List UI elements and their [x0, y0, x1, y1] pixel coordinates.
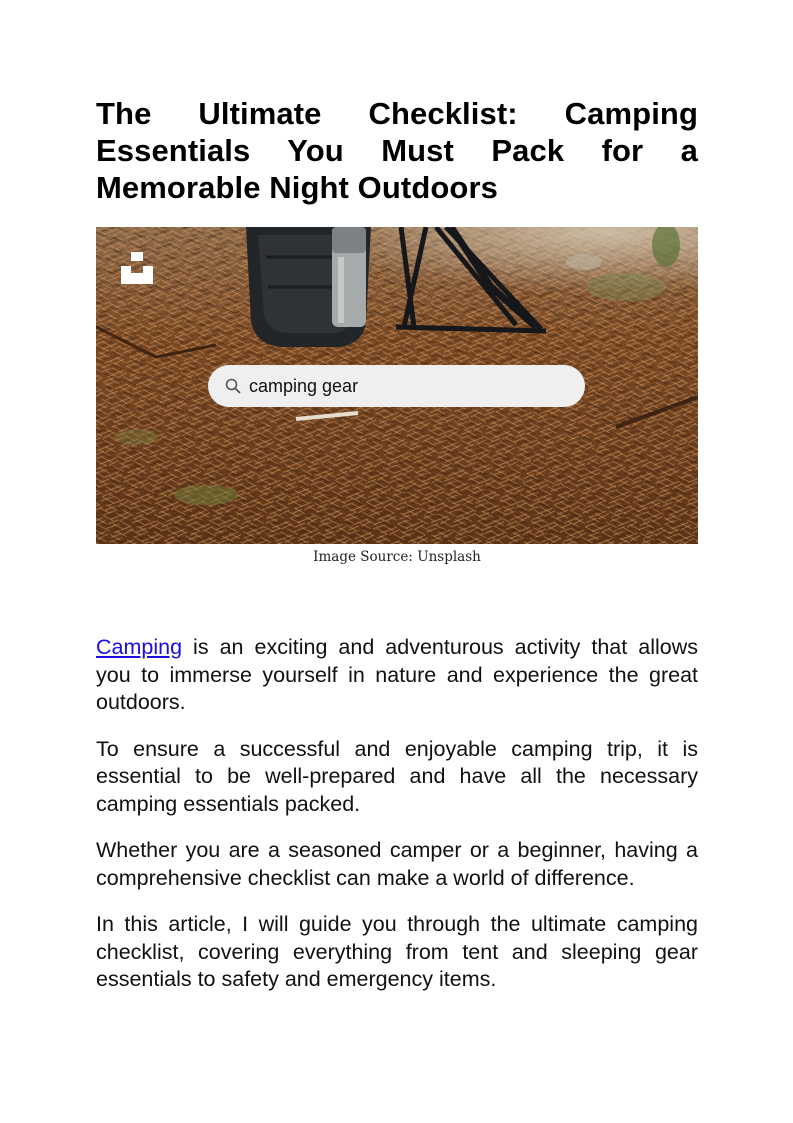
camping-link[interactable]: Camping [96, 635, 183, 659]
article-title: The Ultimate Checklist: Camping Essentials You Must Pack for a Memorable Night Outdoors [96, 96, 698, 205]
hero-image [96, 227, 698, 544]
article-body [96, 634, 698, 994]
document-page [96, 95, 698, 1013]
paragraph-2: To ensure a successful and enjoyable camping trip, it is essential to be well-prepared and have all the necessary camping essentials packed. [96, 736, 698, 816]
unsplash-logo-icon [121, 252, 153, 284]
paragraph-3: Whether you are a seasoned camper or a beginner, having a comprehensive checklist can make a world of difference. [96, 838, 698, 890]
paragraph-1 [96, 634, 698, 717]
image-caption: Image Source: Unsplash [313, 549, 481, 565]
search-bar[interactable] [208, 365, 585, 407]
search-query-text: camping gear [249, 375, 359, 396]
paragraph-4: In this article, I will guide you through the ultimate camping checklist, covering everything from tent and sleeping gear essentials to safety and emergency items. [96, 912, 698, 991]
search-icon [225, 378, 241, 394]
paragraph-1-text: is an exciting and adventurous activity that allows you to immerse yourself in nature and experience the great outdoors. [96, 635, 698, 714]
